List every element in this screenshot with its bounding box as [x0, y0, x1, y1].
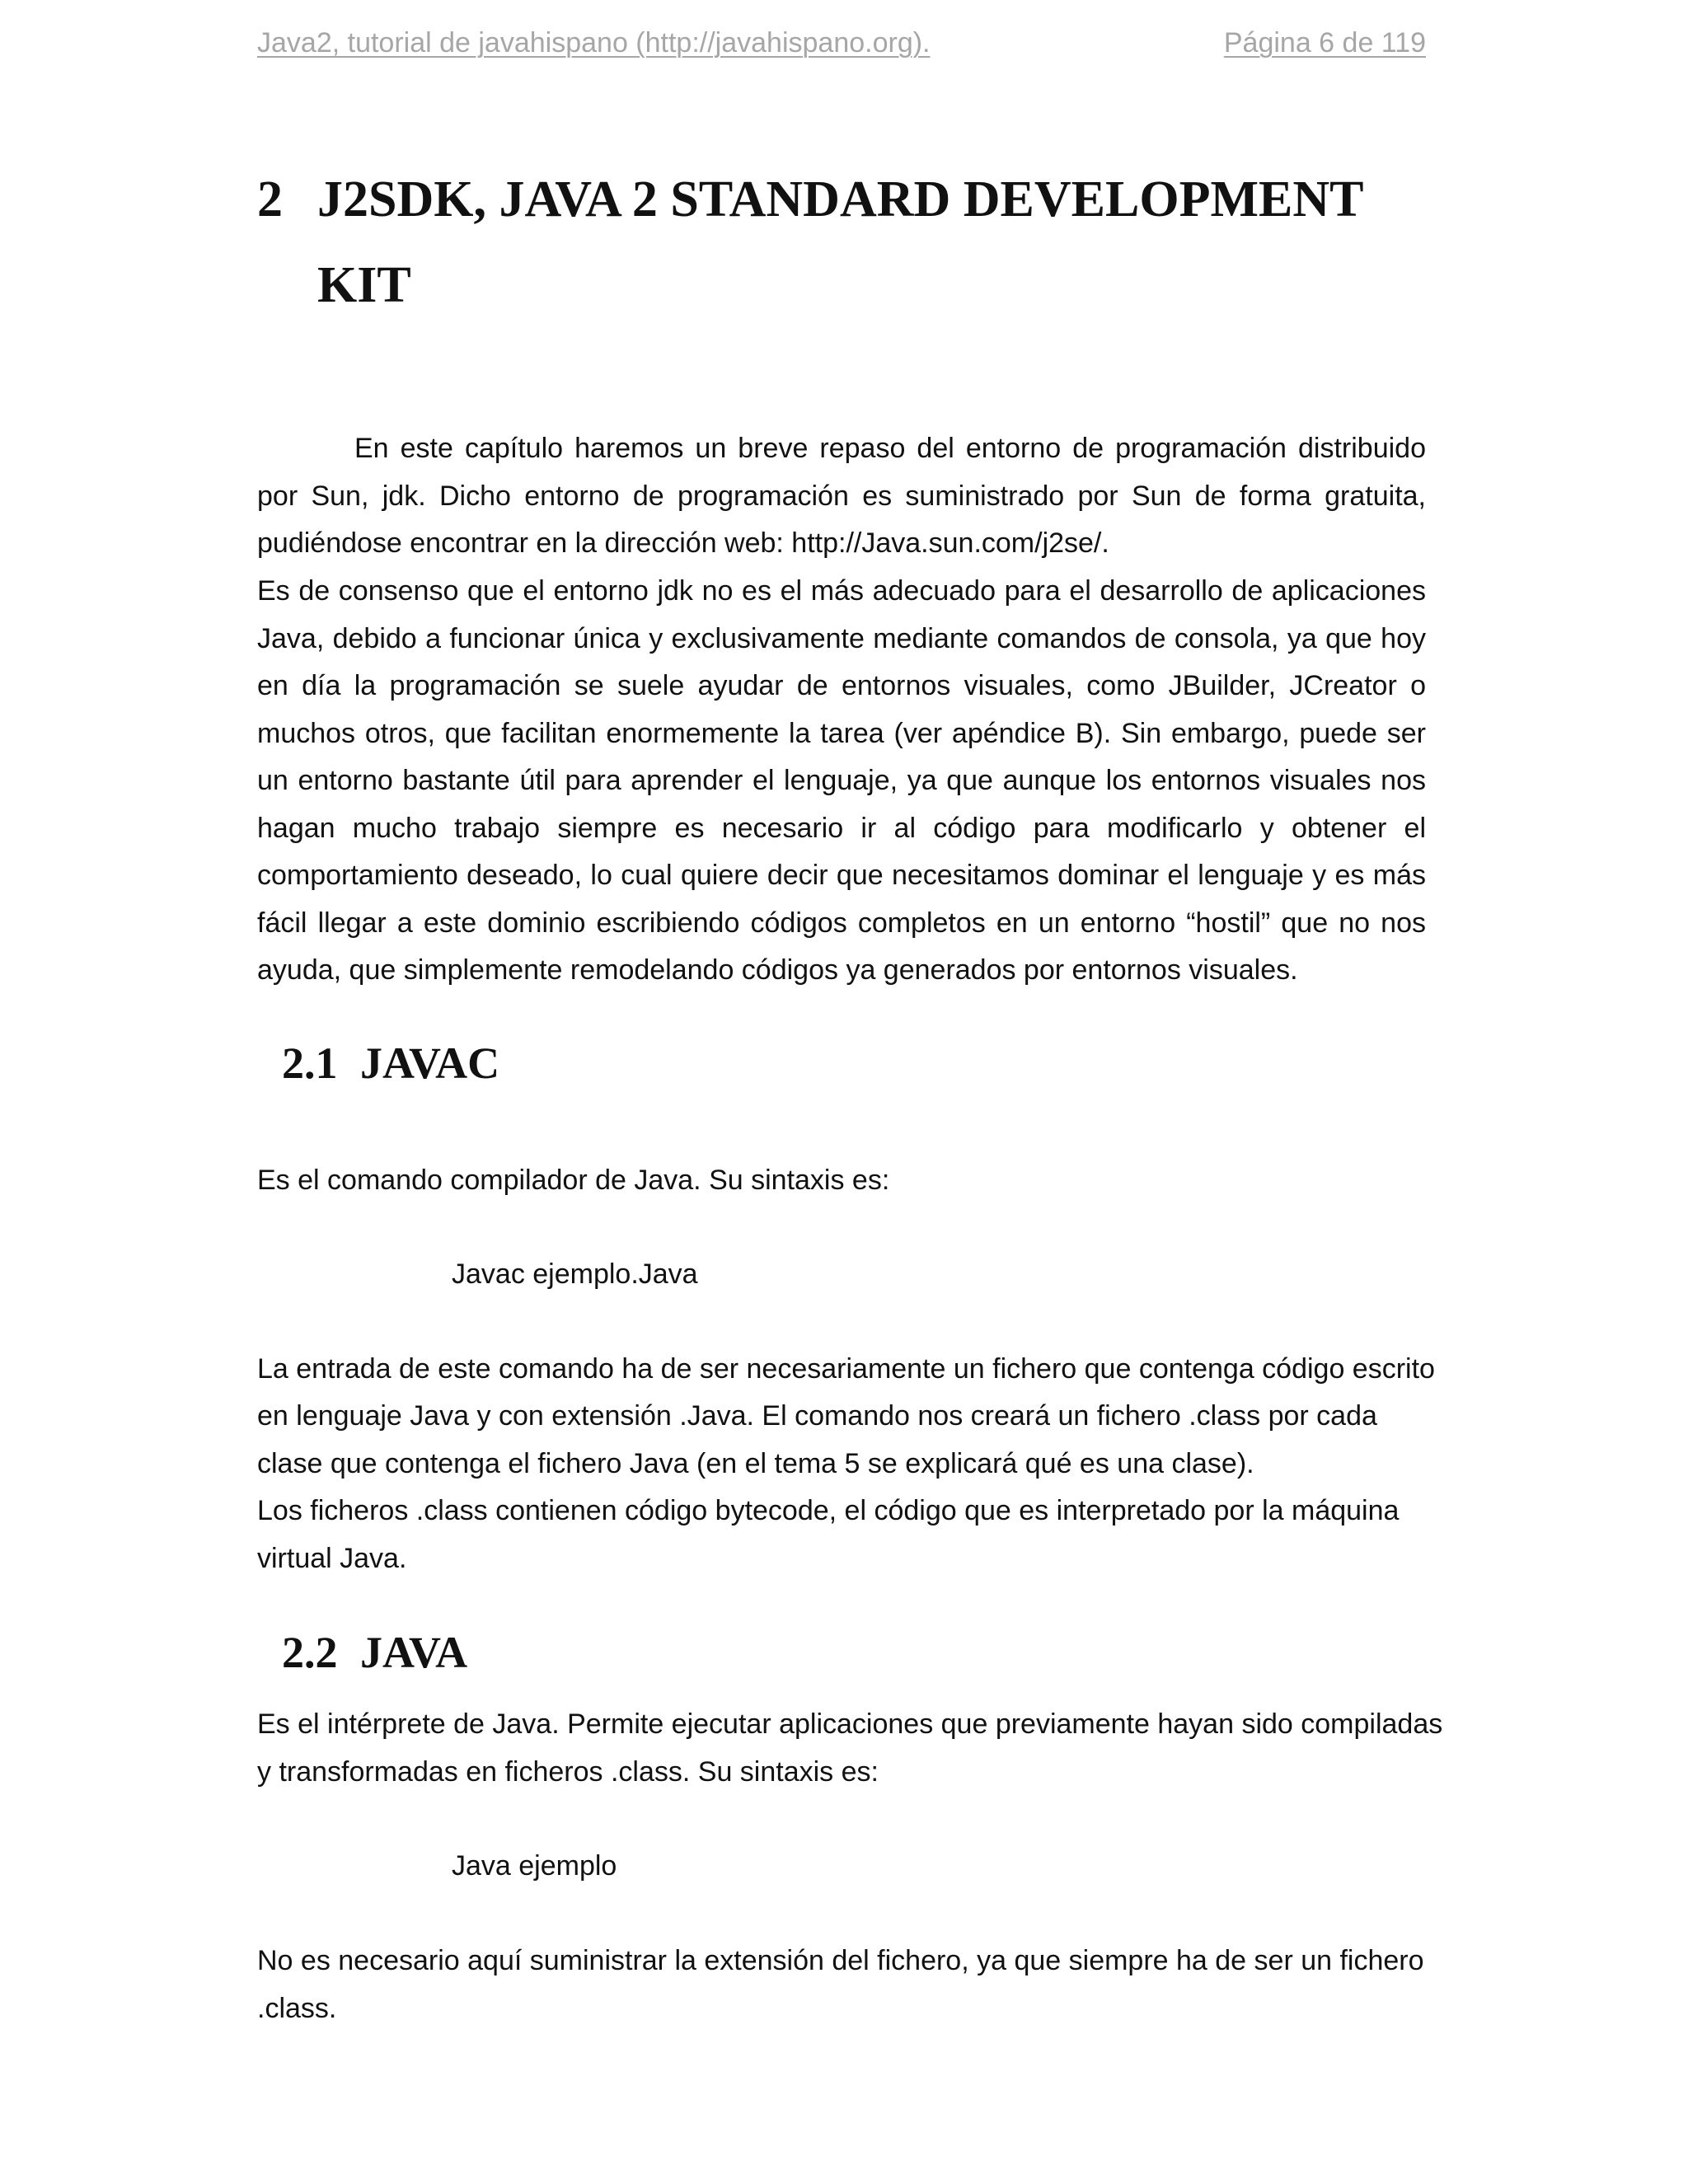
running-header-title[interactable]: Java2, tutorial de javahispano (http://javahispano.org).	[257, 27, 931, 59]
section-number: 2.1	[282, 1038, 338, 1088]
section-number: 2.2	[282, 1628, 338, 1677]
java-intro-line: y transformadas en ficheros .class. Su sintaxis es:	[257, 1756, 879, 1788]
java-intro-line: Es el intérprete de Java. Permite ejecutar aplicaciones que previamente hayan sido compiladas	[257, 1708, 1443, 1740]
javac-body-line: La entrada de este comando ha de ser necesariamente un fichero que contenga código escrito	[257, 1353, 1435, 1385]
intro-paragraph-1	[257, 425, 1426, 568]
intro-paragraph-1-text: En este capítulo haremos un breve repaso del entorno de programación distribuido por Sun, jdk. Dicho entorno de programación es suministrado por Sun de forma gratuita, pudiéndose encontrar en la dirección web: http://Java.sun.com/j2se/.	[257, 433, 1426, 559]
section-title: JAVA	[360, 1628, 468, 1677]
chapter-title: J2SDK, JAVA 2 STANDARD DEVELOPMENT KIT	[317, 171, 1363, 313]
section-heading-javac	[282, 1034, 499, 1092]
java-body-line: .class.	[257, 1993, 337, 2024]
section-title: JAVAC	[360, 1038, 500, 1088]
javac-syntax-example: Javac ejemplo.Java	[452, 1258, 698, 1290]
javac-body-line: clase que contenga el fichero Java (en el tema 5 se explicará qué es una clase).	[257, 1448, 1254, 1479]
intro-paragraph-2: Es de consenso que el entorno jdk no es el más adecuado para el desarrollo de aplicaciones Java, debido a funcionar única y exclusivamente mediante comandos de consola, ya que hoy en día la programación se suele ayudar de entornos visuales, como JBuilder, JCreator o muchos otros, que facilitan enormemente la tarea (ver apéndice B). Sin embargo, puede ser un entorno bastante útil para aprender el lenguaje, ya que aunque los entornos visuales nos hagan mucho trabajo siempre es necesario ir al código para modificarlo y obtener el comportamiento deseado, lo cual quiere decir que necesitamos dominar el lenguaje y es más fácil llegar a este dominio escribiendo códigos completos en un entorno “hostil” que no nos ayuda, que simplemente remodelando códigos ya generados por entornos visuales.	[257, 575, 1426, 986]
java-syntax-example: Java ejemplo	[452, 1850, 617, 1882]
javac-body-line: en lenguaje Java y con extensión .Java. El comando nos creará un fichero .class por cada	[257, 1400, 1377, 1432]
javac-body-line: Los ficheros .class contienen código bytecode, el código que es interpretado por la máquina	[257, 1495, 1400, 1526]
section-heading-java	[282, 1624, 467, 1681]
java-body-line: No es necesario aquí suministrar la extensión del fichero, ya que siempre ha de ser un fichero	[257, 1945, 1424, 1976]
javac-body-line: virtual Java.	[257, 1543, 407, 1574]
chapter-number: 2	[257, 171, 283, 227]
chapter-heading	[257, 157, 1428, 328]
running-header-page-number[interactable]: Página 6 de 119	[1223, 27, 1426, 59]
javac-intro: Es el comando compilador de Java. Su sintaxis es:	[257, 1165, 890, 1196]
